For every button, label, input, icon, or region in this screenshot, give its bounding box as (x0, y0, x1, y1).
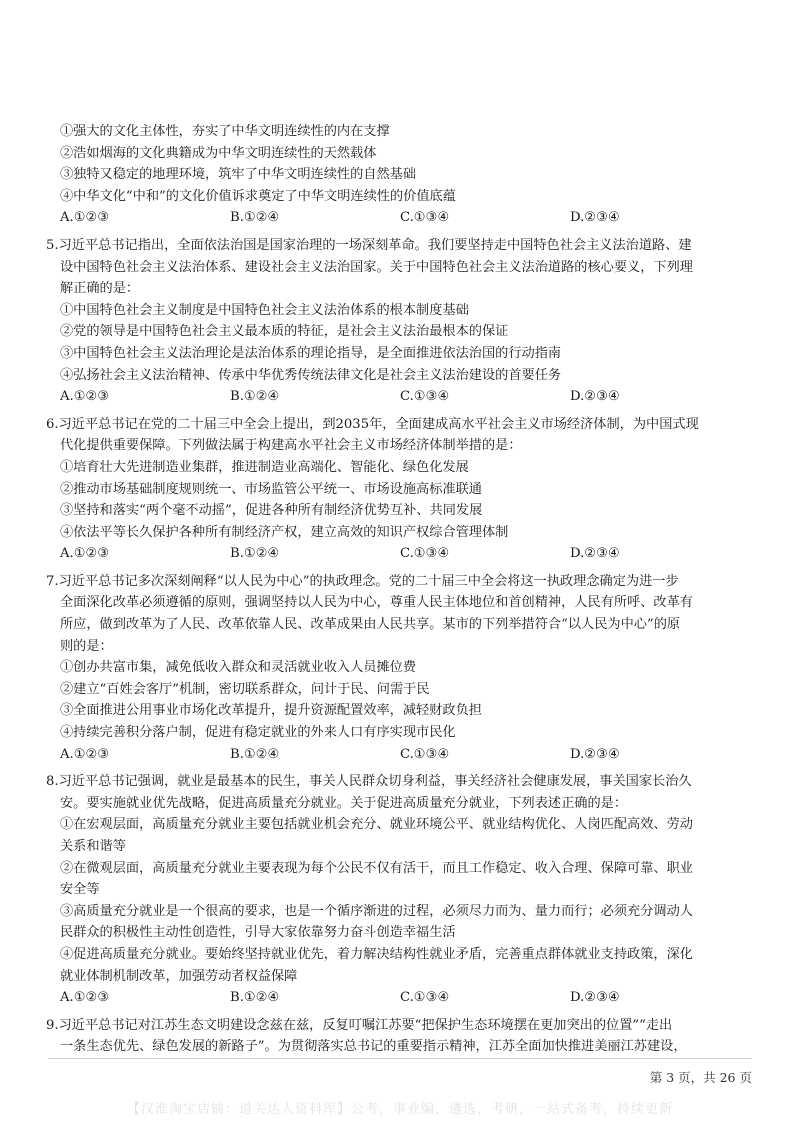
q8-option: ①在宏观层面，高质量充分就业主要包括就业机会充分、就业环境公平、就业结构优化、人岗匹配高效、劳动 (60, 817, 693, 833)
q4-option: ①强大的文化主体性，夯实了中华文明连续性的内在支撑 (60, 124, 390, 139)
q5-stem: 设中国特色社会主义法治体系、建设社会主义法治国家。关于中国特色社会主义法治道路的核心要义，下列理 (60, 259, 693, 275)
q7-stem: 则的是： (60, 638, 113, 654)
q8-option: ③高质量充分就业是一个很高的要求，也是一个循序渐进的过程，必须尽力而为、量力而行；必须充分调动人 (60, 903, 693, 919)
q8-option: ④促进高质量充分就业。要始终坚持就业优先，着力解决结构性就业矛盾，完善重点群体就业支持政策，深化 (60, 946, 693, 962)
q5-stem: 5.习近平总书记指出，全面依法治国是国家治理的一场深刻革命。我们要坚持走中国特色社会主义法治道路、建 (46, 237, 692, 253)
q4-option: ③独特又稳定的地理环境，筑牢了中华文明连续性的自然基础 (60, 167, 417, 183)
answer-d: D.②③④ (570, 389, 620, 405)
answer-b: B.①②④ (230, 389, 280, 405)
answer-a: A.①②③ (60, 746, 110, 762)
q6-answers (60, 543, 745, 565)
answer-b: B.①②④ (230, 990, 280, 1006)
q8-option: ②在微观层面，高质量充分就业主要表现为每个公民不仅有活干，而且工作稳定、收入合理、保障可靠、职业 (60, 860, 693, 876)
answer-c: C.①③④ (400, 546, 450, 562)
answer-b: B.①②④ (230, 210, 280, 226)
q7-option: ②建立“百姓会客厅”机制，密切联系群众，问计于民、问需于民 (60, 681, 430, 697)
q6-option: ②推动市场基础制度规则统一、市场监管公平统一、市场设施高标准联通 (60, 481, 482, 497)
q4-option: ④中华文化“中和”的文化价值诉求奠定了中华文明连续性的价值底蕴 (60, 188, 456, 204)
answer-d: D.②③④ (570, 990, 620, 1006)
q4-answers (60, 207, 745, 229)
q8-option: 安全等 (60, 882, 100, 898)
q5-answers (60, 386, 745, 408)
q6-option: ③坚持和落实“两个毫不动摇”，促进各种所有制经济优势互补、共同发展 (60, 503, 483, 519)
q6-stem: 6.习近平总书记在党的二十届三中全会上提出，到2035年，全面建成高水平社会主义市场经济体制，为中国式现 (46, 416, 699, 432)
q8-option: 关系和谐等 (60, 839, 126, 854)
q6-option: ①培育壮大先进制造业集群，推进制造业高端化、智能化、绿色化发展 (60, 459, 469, 475)
q7-stem: 所应，做到改革为了人民、改革依靠人民、改革成果由人民共享。某市的下列举措符合“以人民为中心”的原 (60, 617, 681, 633)
answer-d: D.②③④ (570, 746, 620, 762)
q4-option: ②浩如烟海的文化典籍成为中华文明连续性的天然载体 (60, 145, 377, 161)
q8-stem: 安。要实施就业优先战略，促进高质量充分就业。关于促进高质量充分就业，下列表述正确的是： (60, 795, 628, 811)
answer-b: B.①②④ (230, 746, 280, 762)
q6-option: ④依法平等长久保护各种所有制经济产权，建立高效的知识产权综合管理体制 (60, 524, 509, 540)
q6-stem: 代化提供重要保障。下列做法属于构建高水平社会主义市场经济体制举措的是： (60, 438, 522, 454)
q5-option: ①中国特色社会主义制度是中国特色社会主义法治体系的根本制度基础 (60, 302, 469, 318)
answer-c: C.①③④ (400, 746, 450, 762)
q5-stem: 解正确的是： (60, 281, 140, 297)
q5-option: ②党的领导是中国特色社会主义最本质的特征，是社会主义法治最根本的保证 (60, 324, 509, 340)
answer-a: A.①②③ (60, 546, 110, 562)
q7-answers (60, 744, 745, 766)
q5-option: ④弘扬社会主义法治精神、传承中华优秀传统法律文化是社会主义法治建设的首要任务 (60, 367, 562, 383)
answer-b: B.①②④ (230, 546, 280, 562)
document-page (46, 121, 745, 1058)
q7-option: ④持续完善积分落户制，促进有稳定就业的外来人口有序实现市民化 (60, 725, 456, 741)
q7-option: ①创办共富市集，减免低收入群众和灵活就业收入人员摊位费 (60, 660, 417, 676)
q5-option: ③中国特色社会主义法治理论是法治体系的理论指导，是全面推进依法治国的行动指南 (60, 345, 562, 361)
answer-d: D.②③④ (570, 546, 620, 562)
q7-stem: 全面深化改革必须遵循的原则，强调坚持以人民为中心，尊重人民主体地位和首创精神，人民有所呼、改革有 (60, 595, 693, 611)
q9-stem: 一条生态优先、绿色发展的新路子”。为贯彻落实总书记的重要指示精神，江苏全面加快推进美丽江苏建设， (60, 1039, 687, 1055)
q7-option: ③全面推进公用事业市场化改革提升，提升资源配置效率，减轻财政负担 (60, 703, 482, 719)
answer-a: A.①②③ (60, 210, 110, 226)
answer-a: A.①②③ (60, 389, 110, 405)
answer-a: A.①②③ (60, 990, 110, 1006)
q8-option: 民群众的积极性主动性创造性，引导大家依靠努力奋斗创造幸福生活 (60, 925, 456, 941)
q8-stem: 8.习近平总书记强调，就业是最基本的民生，事关人民群众切身利益，事关经济社会健康发展，事关国家长治久 (46, 774, 692, 790)
q8-option: 就业体制机制改革，加强劳动者权益保障 (60, 968, 298, 984)
footer-divider (48, 1058, 752, 1059)
q8-answers (60, 987, 745, 1009)
watermark: 【汉淮淘宝店铺：道关达人资料库】公考，事业编，遴选，考研，一站式备考，持续更新 (126, 1102, 673, 1117)
q9-stem: 9.习近平总书记对江苏生态文明建设念兹在兹，反复叮嘱江苏要“把保护生态环境摆在更加突出的位置”“走出 (46, 1017, 673, 1033)
page-number: 第 3 页，共 26 页 (649, 1070, 752, 1085)
answer-c: C.①③④ (400, 389, 450, 405)
answer-c: C.①③④ (400, 210, 450, 226)
answer-d: D.②③④ (570, 210, 620, 226)
answer-c: C.①③④ (400, 990, 450, 1006)
q7-stem: 7.习近平总书记多次深刻阐释“以人民为中心”的执政理念。党的二十届三中全会将这一执政理念确定为进一步 (46, 573, 679, 589)
